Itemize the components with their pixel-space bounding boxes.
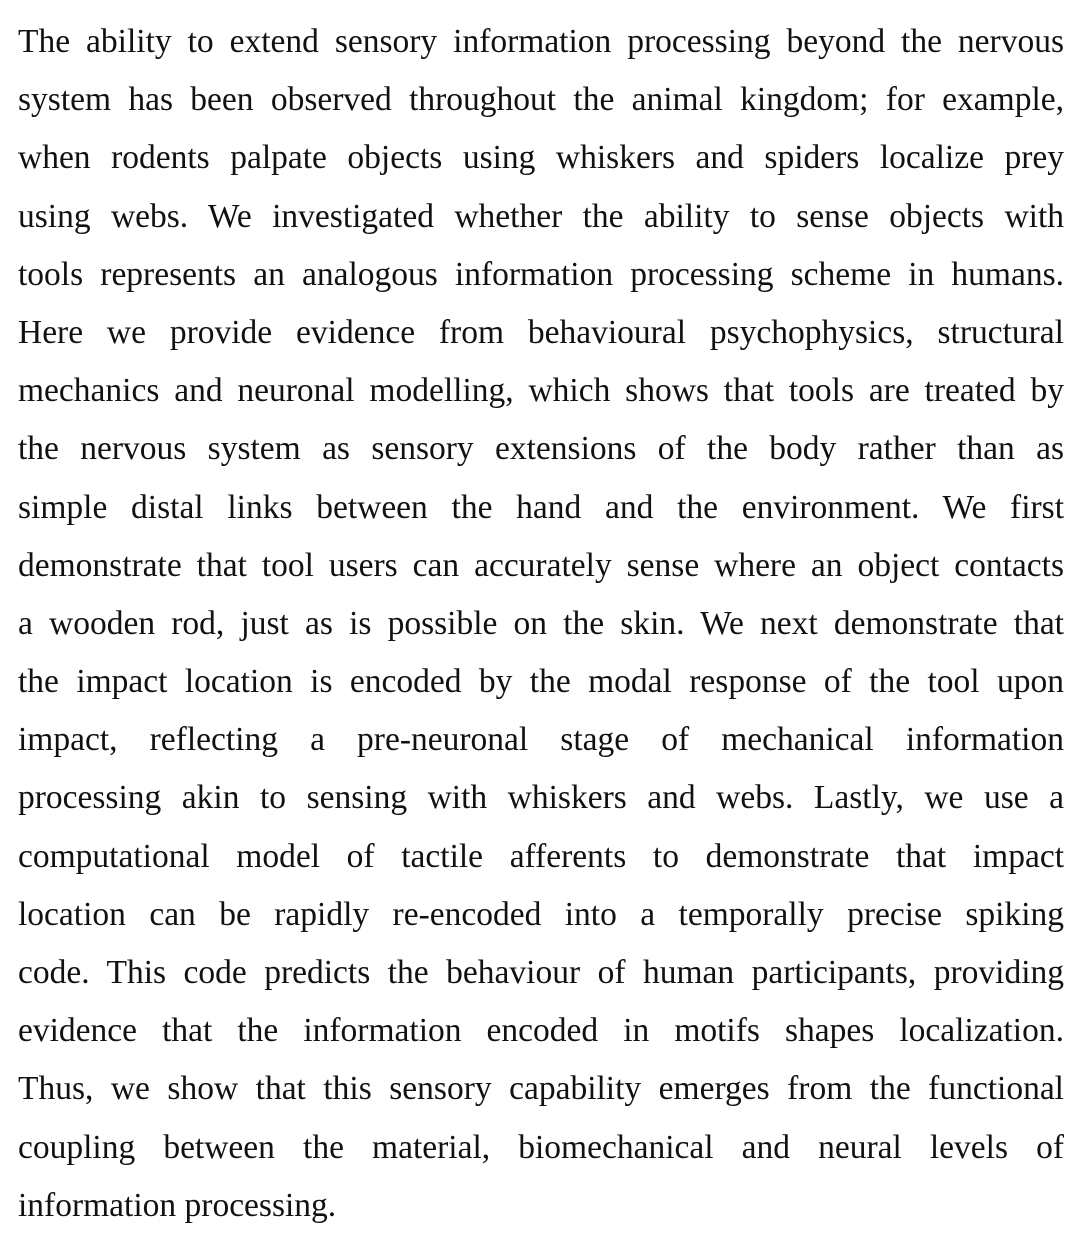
text-line: mechanics and neuronal modelling, which shows that tools are treated by: [18, 372, 1064, 410]
text-line: the impact location is encoded by the modal response of the tool upon: [18, 663, 1064, 701]
text-line: information processing.: [18, 1186, 337, 1224]
text-line: coupling between the material, biomechanical and neural levels of: [18, 1128, 1064, 1166]
text-line: impact, reflecting a pre-neuronal stage of mechanical information: [18, 721, 1064, 759]
text-line: system has been observed throughout the animal kingdom; for example,: [18, 81, 1064, 119]
text-line: tools represents an analogous information processing scheme in humans.: [18, 255, 1064, 293]
text-line: computational model of tactile afferents to demonstrate that impact: [18, 837, 1064, 875]
text-line: evidence that the information encoded in motifs shapes localization.: [18, 1012, 1064, 1050]
text-line: demonstrate that tool users can accurately sense where an object contacts: [18, 546, 1064, 584]
text-line: code. This code predicts the behaviour of human participants, providing: [18, 954, 1064, 991]
text-line: using webs. We investigated whether the ability to sense objects with: [18, 197, 1064, 235]
text-line: Here we provide evidence from behavioural psychophysics, structural: [18, 313, 1064, 351]
text-line: the nervous system as sensory extensions of the body rather than as: [18, 430, 1064, 468]
text-line: a wooden rod, just as is possible on the skin. We next demonstrate that: [18, 604, 1064, 642]
text-line: location can be rapidly re-encoded into a temporally precise spiking: [18, 895, 1064, 933]
text-line: simple distal links between the hand and the environment. We first: [18, 488, 1064, 526]
text-line: when rodents palpate objects using whiskers and spiders localize prey: [18, 139, 1064, 177]
text-line: The ability to extend sensory information processing beyond the nervous: [18, 23, 1064, 60]
text-line: Thus, we show that this sensory capability emerges from the functional: [18, 1070, 1064, 1108]
abstract-paragraph: [18, 13, 1064, 1235]
text-line: processing akin to sensing with whiskers and webs. Lastly, we use a: [18, 779, 1064, 817]
